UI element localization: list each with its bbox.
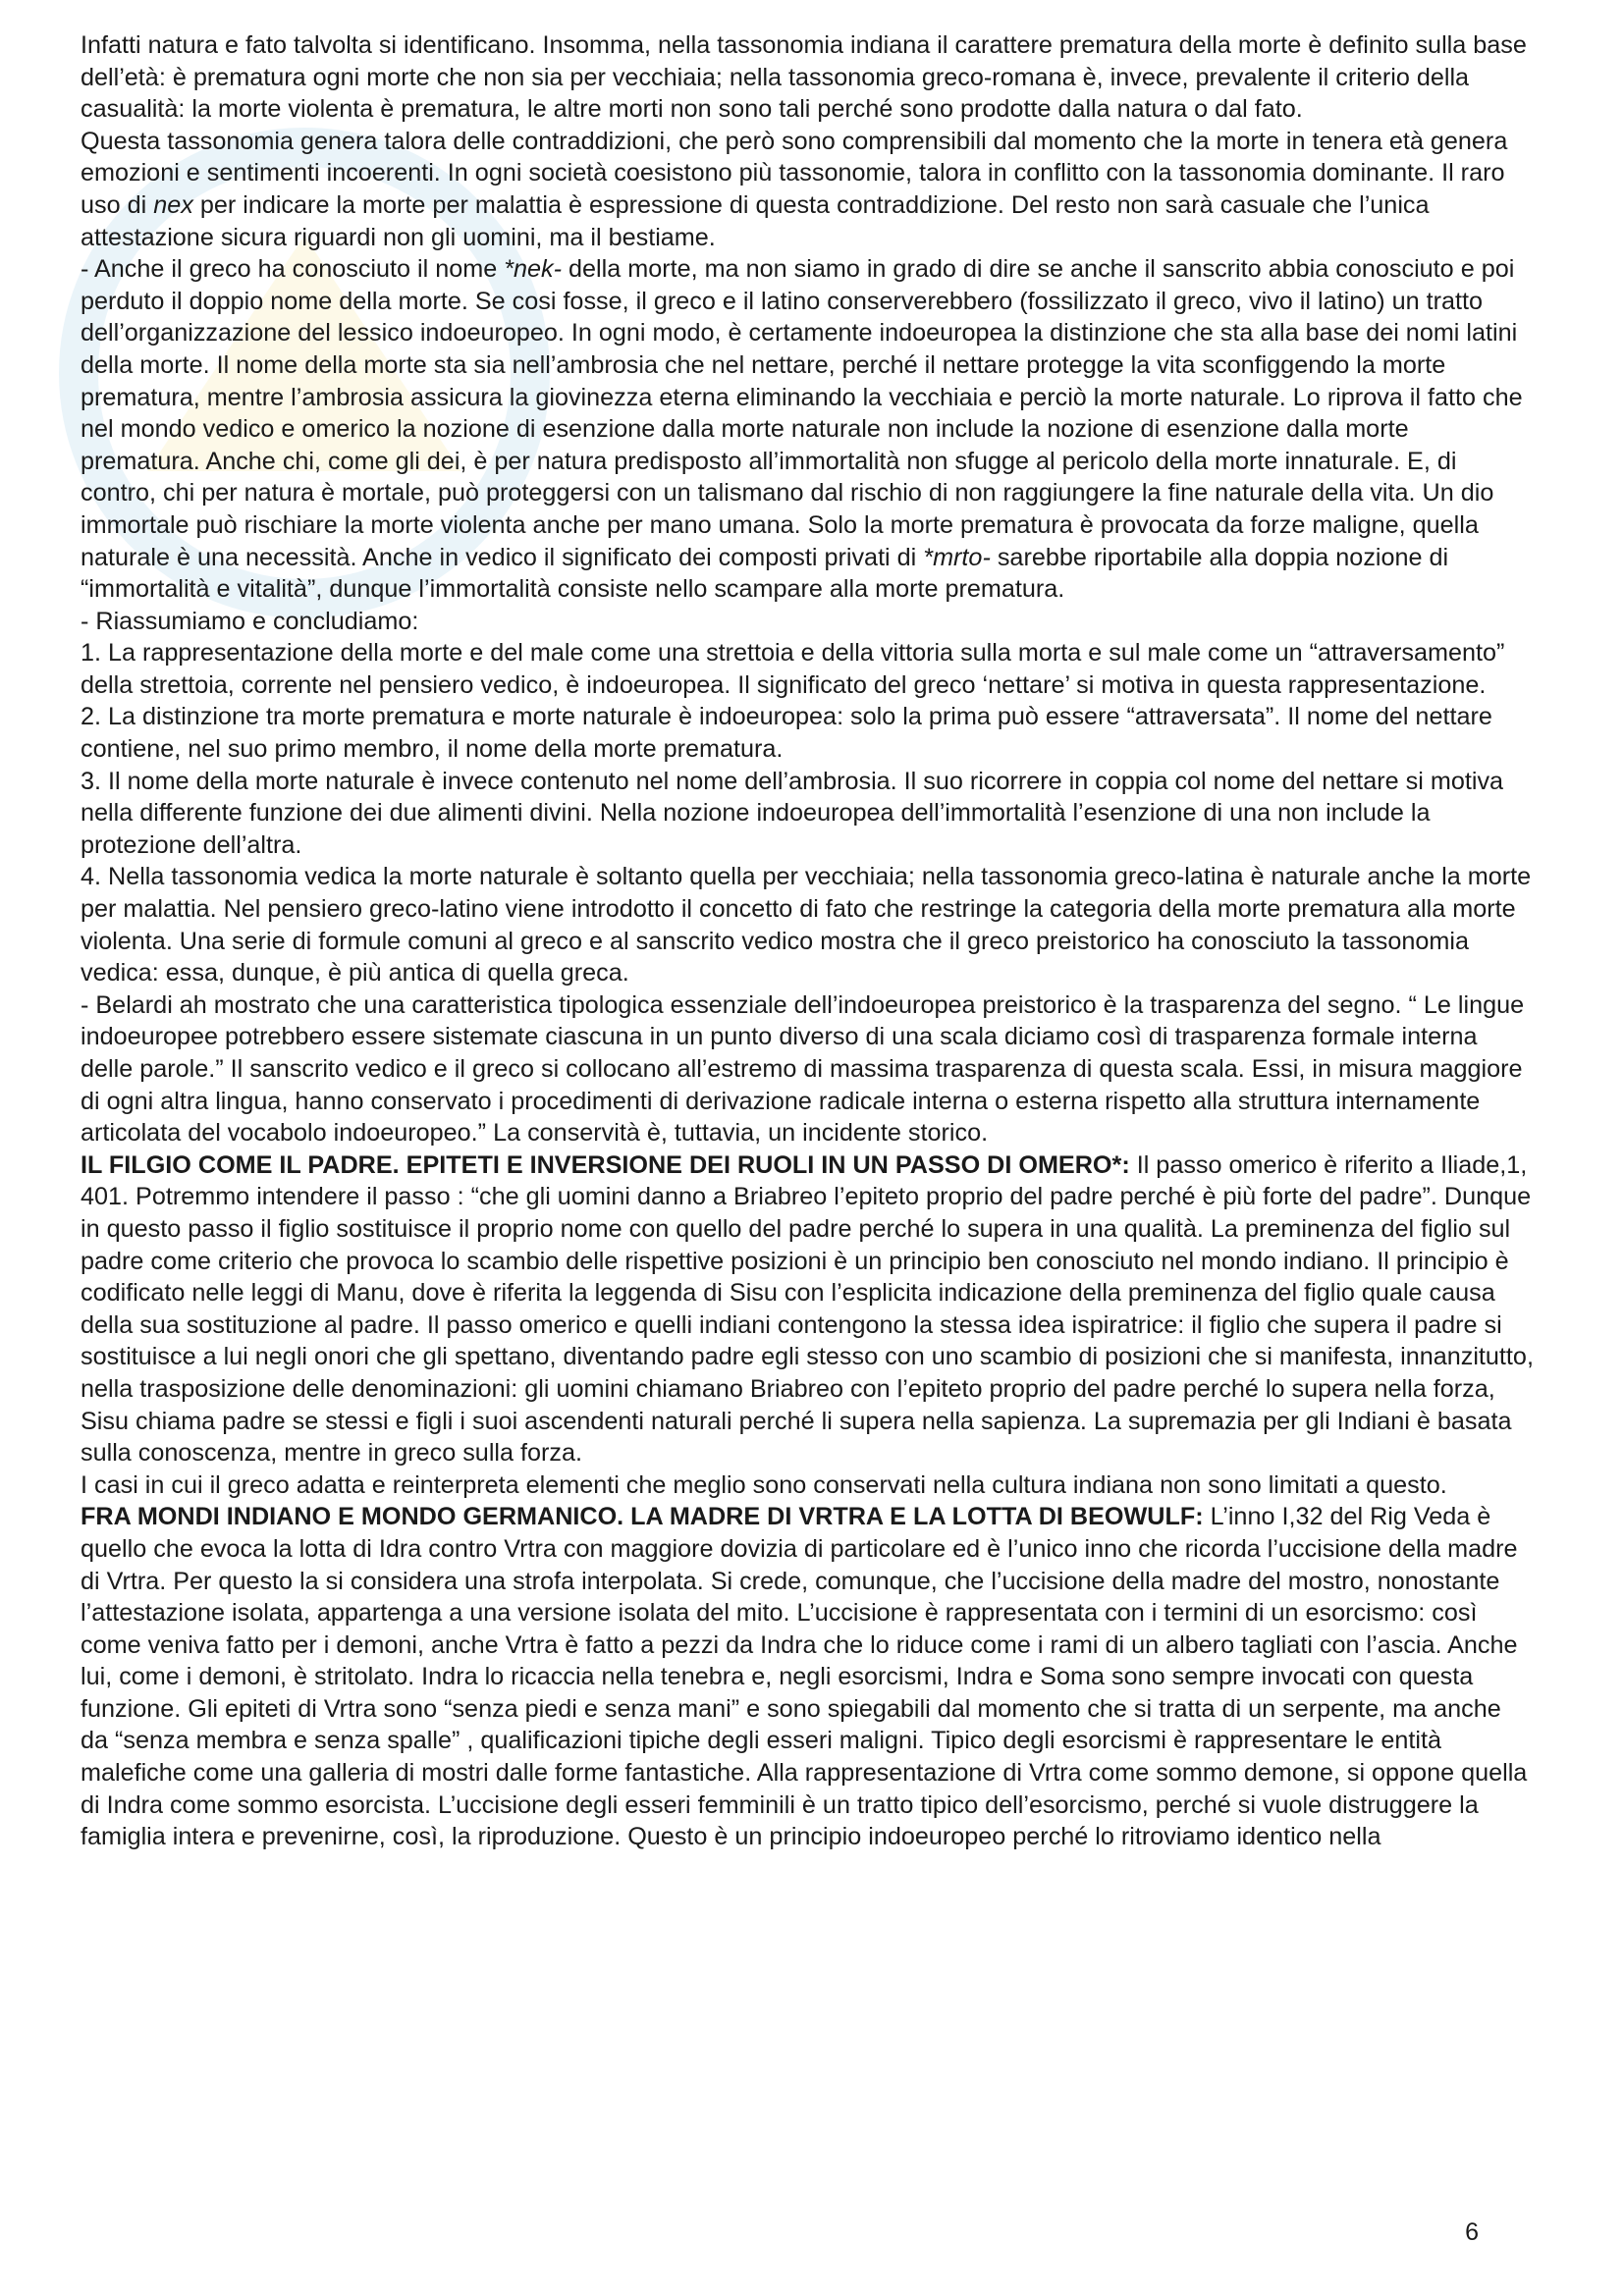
paragraph-text: - Anche il greco ha conosciuto il nome: [81, 255, 505, 284]
paragraph: [81, 1501, 1534, 1853]
paragraph: [81, 1149, 1534, 1469]
paragraph-text: Questa tassonomia genera talora delle contraddizioni, che però sono comprensibili dal momento che la morte in tenera età genera emozioni e sentimenti incoerenti. In ogni società coesistono più tassonomie, talora in conflitto con la tassonomia dominante. Il raro uso di: [81, 127, 1508, 219]
paragraph-text: 4. Nella tassonomia vedica la morte naturale è soltanto quella per vecchiaia; nella tassonomia greco-latina è naturale anche la morte per malattia. Nel pensiero greco-latino viene introdotto il concetto di fato che restringe la categoria della morte prematura alla morte violenta. Una serie di formule comuni al greco e al sanscrito vedico mostra che il greco preistorico ha conosciuto la tassonomia vedica: essa, dunque, è più antica di quella greca.: [81, 863, 1532, 988]
paragraph-text: Il passo omerico è riferito a Iliade,1, 401. Potremmo intendere il passo : “che gli uomini danno a Briabreo l’epiteto proprio del padre perché è più forte del padre”. Dunque in questo passo il figlio sostituisce il proprio nome con quello del padre perché lo supera in una qualità. La preminenza del figlio sul padre come criterio che provoca lo scambio delle rispettive posizioni è un principio ben conosciuto nel mondo indiano. Il principio è codificato nelle leggi di Manu, dove è riferita la leggenda di Sisu con l’esplicita indicazione della preminenza del figlio quale causa della sua sostituzione al padre. Il passo omerico e quelli indiani contengono la stessa idea ispiratrice: il figlio che supera il padre si sostituisce a lui negli onori che gli spettano, diventando padre egli stesso con uno scambio di posizioni che si manifesta, innanzitutto, nella trasposizione delle denominazioni: gli uomini chiamano Briabreo con l’epiteto proprio del padre perché lo supera nella forza, Sisu chiama padre se stessi e figli i suoi ascendenti naturali perché li supera nella sapienza. La supremazia per gli Indiani è basata sulla conoscenza, mentre in greco sulla forza.: [81, 1150, 1534, 1468]
paragraph: [81, 126, 1534, 253]
paragraph-text: L’inno I,32 del Rig Veda è quello che evoca la lotta di Idra contro Vrtra con maggiore dovizia di particolare ed è l’unico inno che ricorda l’uccisione della madre di Vrtra. Per questo la si considera una strofa interpolata. Si crede, comunque, che l’uccisione della madre del mostro, nonostante l’attestazione isolata, appartenga a una versione isolata del mito. L’uccisione è rappresentata con i termini di un esorcismo: così come veniva fatto per i demoni, anche Vrtra è fatto a pezzi da Indra che lo riduce come i rami di un albero tagliati con l’ascia. Anche lui, come i demoni, è stritolato. Indra lo ricaccia nella tenebra e, negli esorcismi, Indra e Soma sono sempre invocati con questa funzione. Gli epiteti di Vrtra sono “senza piedi e senza mani” e sono spiegabili dal momento che si tratta di un serpente, ma anche da “senza membra e senza spalle” , qualificazioni tipiche degli esseri maligni. Tipico degli esorcismi è rappresentare le entità malefiche come una galleria di mostri dalle forme fantastiche. Alla rappresentazione di Vrtra come sommo demone, si oppone quella di Indra come sommo esorcista. L’uccisione degli esseri femminili è un tratto tipico dell’esorcismo, perché si vuole distruggere la famiglia intera e prevenirne, così, la riproduzione. Questo è un principio indoeuropeo perché lo ritroviamo identico nella: [81, 1503, 1528, 1851]
page-number: 6: [1465, 2218, 1479, 2246]
paragraph: [81, 606, 1534, 638]
paragraph-text: per indicare la morte per malattia è espressione di questa contraddizione. Del resto non sarà casuale che l’unica attestazione sicura riguardi non gli uomini, ma il bestiame.: [81, 190, 1430, 251]
paragraph: [81, 861, 1534, 988]
section-heading: IL FILGIO COME IL PADRE. EPITETI E INVERSIONE DEI RUOLI IN UN PASSO DI OMERO*:: [81, 1150, 1130, 1179]
paragraph: [81, 701, 1534, 765]
paragraph-text: 3. Il nome della morte naturale è invece contenuto nel nome dell’ambrosia. Il suo ricorrere in coppia col nome del nettare si motiva nella differente funzione dei due alimenti divini. Nella nozione indoeuropea dell’immortalità l’esenzione di una non include la protezione dell’altra.: [81, 767, 1504, 859]
italic-term: nex: [153, 190, 193, 219]
paragraph: [81, 637, 1534, 701]
paragraph-text: 2. La distinzione tra morte prematura e morte naturale è indoeuropea: solo la prima può essere “attraversata”. Il nome del nettare contiene, nel suo primo membro, il nome della morte prematura.: [81, 703, 1492, 764]
document-body: [81, 29, 1534, 1853]
paragraph-text: sarebbe riportabile alla doppia nozione di “immortalità e vitalità”, dunque l’immortalità consiste nello scampare alla morte prematura.: [81, 543, 1449, 604]
paragraph-text: - Riassumiamo e concludiamo:: [81, 607, 419, 635]
paragraph: [81, 766, 1534, 862]
paragraph-text: della morte, ma non siamo in grado di dire se anche il sanscrito abbia conosciuto e poi perduto il doppio nome della morte. Se cosi fosse, il greco e il latino conserverebbero (fossilizzato il greco, vivo il latino) un tratto dell’organizzazione del lessico indoeuropeo. In ogni modo, è certamente indoeuropea la distinzione che sta alla base dei nomi latini della morte. Il nome della morte sta sia nell’ambrosia che nel nettare, perché il nettare protegge la vita sconfiggendo la morte prematura, mentre l’ambrosia assicura la giovinezza eterna eliminando la vecchiaia e perciò la morte naturale. Lo riprova il fatto che nel mondo vedico e omerico la nozione di esenzione dalla morte naturale non include la nozione di esenzione dalla morte prematura. Anche chi, come gli dei, è per natura predisposto all’immortalità non sfugge al pericolo della morte innaturale. E, di contro, chi per natura è mortale, può proteggersi con un talismano dal rischio di non raggiungere la fine naturale della vita. Un dio immortale può rischiare la morte violenta anche per mano umana. Solo la morte prematura è provocata da forze maligne, quella naturale è una necessità. Anche in vedico il significato dei composti privati di: [81, 255, 1523, 571]
paragraph-text: Infatti natura e fato talvolta si identificano. Insomma, nella tassonomia indiana il carattere prematura della morte è definito sulla base dell’età: è prematura ogni morte che non sia per vecchiaia; nella tassonomia greco-romana è, invece, prevalente il criterio della casualità: la morte violenta è prematura, le altre morti non sono tali perché sono prodotte dalla natura o dal fato.: [81, 31, 1527, 124]
paragraph: [81, 1469, 1534, 1502]
section-heading: FRA MONDI INDIANO E MONDO GERMANICO. LA MADRE DI VRTRA E LA LOTTA DI BEOWULF:: [81, 1503, 1204, 1531]
paragraph: [81, 989, 1534, 1149]
paragraph: [81, 253, 1534, 606]
paragraph: [81, 29, 1534, 126]
paragraph-text: - Belardi ah mostrato che una caratteristica tipologica essenziale dell’indoeuropea preistorico è la trasparenza del segno. “ Le lingue indoeuropee potrebbero essere sistemate ciascuna in un punto diverso di una scala diciamo così di trasparenza formale interna delle parole.” Il sanscrito vedico e il greco si collocano all’estremo di massima trasparenza di questa scala. Essi, in misura maggiore di ogni altra lingua, hanno conservato i procedimenti di derivazione radicale interna o esterna rispetto alla struttura internamente articolata del vocabolo indoeuropeo.” La conservità è, tuttavia, un incidente storico.: [81, 990, 1525, 1148]
paragraph-text: 1. La rappresentazione della morte e del male come una strettoia e della vittoria sulla morta e sul male come un “attraversamento” della strettoia, corrente nel pensiero vedico, è indoeuropea. Il significato del greco ‘nettare’ si motiva in questa rappresentazione.: [81, 639, 1505, 699]
italic-term: *nek-: [504, 255, 563, 284]
paragraph-text: I casi in cui il greco adatta e reinterpreta elementi che meglio sono conservati nella cultura indiana non sono limitati a questo.: [81, 1470, 1447, 1499]
italic-term: *mrto-: [923, 543, 991, 571]
